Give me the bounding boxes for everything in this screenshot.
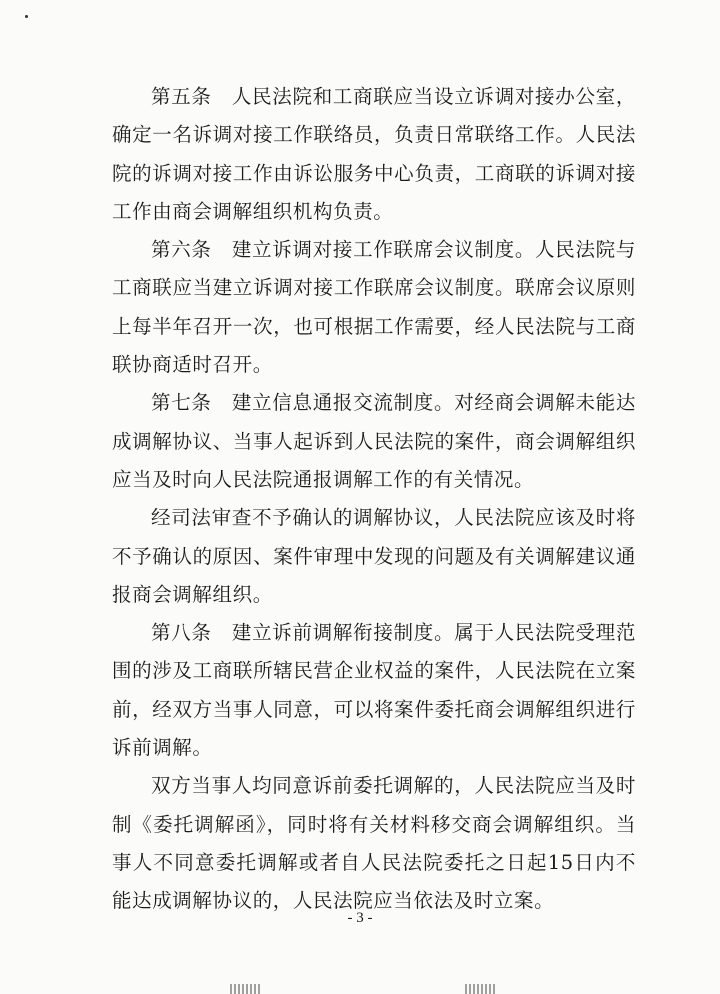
scan-dot xyxy=(25,15,28,18)
paragraph-article-5: 第五条 人民法院和工商联应当设立诉调对接办公室，确定一名诉调对接工作联络员，负责日常联络工作。人民法院的诉调对接工作由诉讼服务中心负责，工商联的诉调对接工作由商会调解组织机构负责。 xyxy=(112,85,636,223)
paragraph-article-7: 第七条 建立信息通报交流制度。对经商会调解未能达成调解协议、当事人起诉到人民法院的案件，商会调解组织应当及时向人民法院通报调解工作的有关情况。 xyxy=(112,391,636,491)
document-body xyxy=(112,78,636,921)
paragraph-article-8-continued: 双方当事人均同意诉前委托调解的，人民法院应当及时制《委托调解函》，同时将有关材料移交商会调解组织。当事人不同意委托调解或者自人民法院委托之日起15日内不能达成调解协议的，人民法院应当依法及时立案。 xyxy=(112,774,636,913)
scan-artifact xyxy=(465,984,495,994)
paragraph-article-8: 第八条 建立诉前调解衔接制度。属于人民法院受理范围的涉及工商联所辖民营企业权益的案件，人民法院在立案前，经双方当事人同意，可以将案件委托商会调解组织进行诉前调解。 xyxy=(112,621,636,760)
paragraph-article-6: 第六条 建立诉调对接工作联席会议制度。人民法院与工商联应当建立诉调对接工作联席会议制度。联席会议原则上每半年召开一次，也可根据工作需要，经人民法院与工商联协商适时召开。 xyxy=(112,238,636,377)
scan-artifact xyxy=(230,984,260,994)
paragraph-article-7-continued: 经司法审查不予确认的调解协议，人民法院应该及时将不予确认的原因、案件审理中发现的问题及有关调解建议通报商会调解组织。 xyxy=(112,506,636,606)
page-number: - 3 - xyxy=(347,910,373,926)
